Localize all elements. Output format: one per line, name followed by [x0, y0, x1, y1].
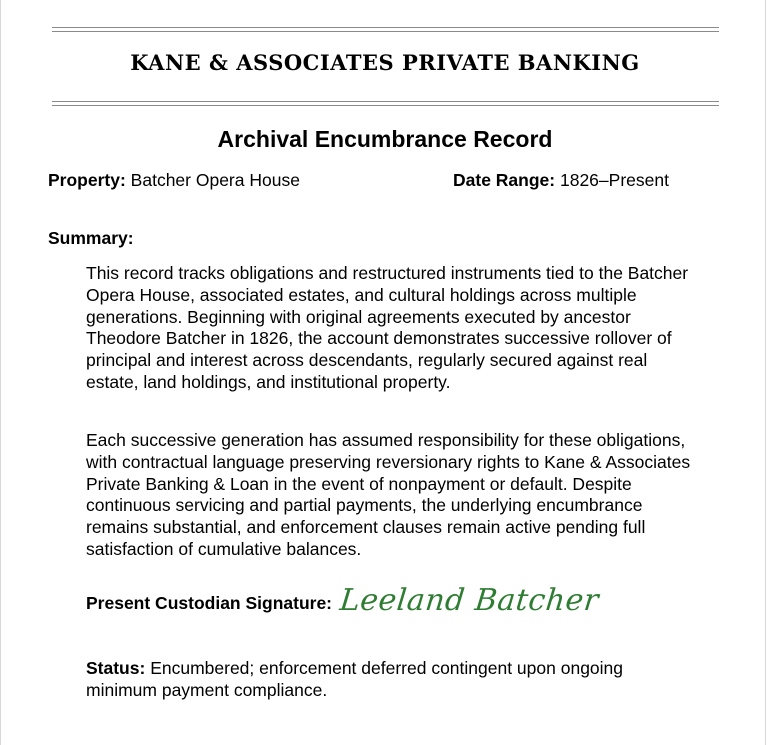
- summary-heading: Summary:: [48, 228, 134, 248]
- status-value: Encumbered; enforcement deferred contingent upon ongoing minimum payment compliance.: [86, 658, 624, 700]
- status-label: Status:: [86, 658, 146, 678]
- document-title: Archival Encumbrance Record: [217, 126, 553, 152]
- summary-paragraph: This record tracks obligations and restructured instruments tied to the Batcher Opera House, associated estates, and cultural holdings across multiple generations. Beginning with original agreements executed by ancestor Theodore Batcher in 1826, the account demonstrates successive rollover of principal and interest across descendants, regularly secured against real estate, land holdings, and institutional property.: [86, 263, 689, 392]
- date-range-value: 1826–Present: [559, 170, 669, 190]
- property-label: Property:: [48, 170, 126, 190]
- custodian-signature: Leeland Batcher: [338, 582, 601, 618]
- header-top-rule: [52, 27, 719, 32]
- summary-paragraph: Each successive generation has assumed responsibility for these obligations, with contractual language preserving reversionary rights to Kane & Associates Private Banking & Loan in the event of nonpayment or default. Despite continuous servicing and partial payments, the underlying encumbrance remains substantial, and enforcement clauses remain active pending full satisfaction of cumulative balances.: [86, 430, 691, 559]
- date-range-label: Date Range:: [453, 170, 556, 190]
- signature-label: Present Custodian Signature:: [86, 592, 333, 613]
- bank-name-heading: KANE & ASSOCIATES PRIVATE BANKING: [130, 50, 640, 75]
- header-bottom-rule: [52, 101, 719, 106]
- date-range-field: [453, 170, 669, 190]
- status-field: [86, 658, 696, 702]
- property-field: [48, 170, 300, 190]
- signature-row: [86, 580, 599, 620]
- property-value: Batcher Opera House: [130, 170, 300, 190]
